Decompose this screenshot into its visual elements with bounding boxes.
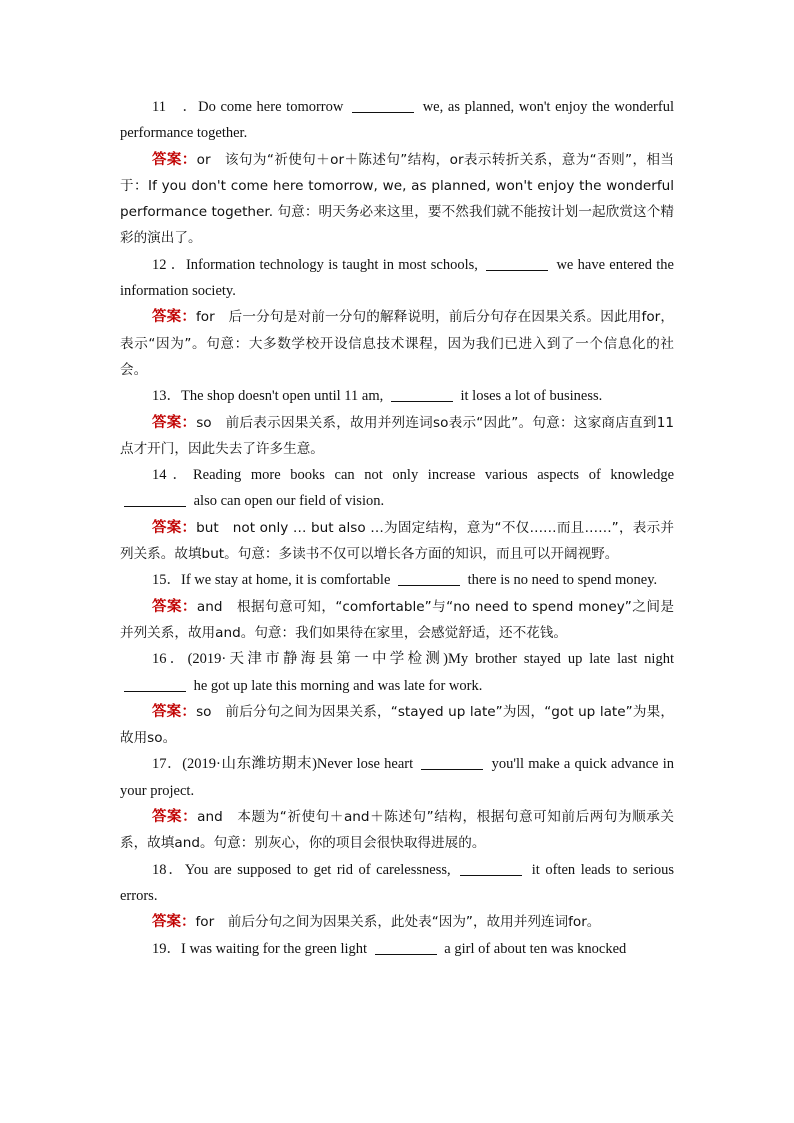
answer-17 [120, 804, 674, 857]
question-text: we, as planned, won't enjoy the wonderful performance together. [120, 99, 674, 142]
question-text: a girl of about ten was knocked [440, 940, 627, 957]
question-13 [120, 383, 674, 409]
answer-blank[interactable] [460, 861, 522, 876]
answer-explanation: and 本题为“祈使句＋and＋陈述句”结构，根据句意可知前后两句为顺承关系，故填and。句意：别灰心，你的项目会很快取得进展的。 [120, 809, 675, 852]
exercise-item-16 [120, 646, 674, 751]
question-12 [120, 252, 674, 305]
exercise-item-19 [120, 936, 674, 962]
answer-label: 答案： [152, 914, 196, 931]
exercise-item-14 [120, 462, 674, 567]
answer-label: 答案： [152, 519, 197, 536]
exercise-item-11 [120, 94, 674, 252]
question-text: there is no need to spend money. [464, 572, 658, 589]
question-text: you'll make a quick advance in your project. [120, 756, 674, 799]
question-text: 15．If we stay at home, it is comfortable [152, 572, 395, 589]
answer-18 [120, 909, 674, 935]
question-text: it loses a lot of business. [456, 388, 603, 405]
document-page [120, 94, 674, 962]
answer-label: 答案： [152, 703, 197, 720]
answer-label: 答案： [152, 598, 197, 615]
answer-blank[interactable] [124, 677, 186, 692]
question-17 [120, 751, 674, 804]
question-19 [120, 936, 674, 962]
question-15 [120, 567, 674, 593]
answer-blank[interactable] [486, 256, 548, 271]
question-11 [120, 94, 674, 147]
question-text: 19．I was waiting for the green light [152, 940, 371, 957]
answer-label: 答案： [152, 151, 197, 168]
answer-16 [120, 699, 674, 752]
answer-label: 答案： [152, 414, 197, 431]
answer-11 [120, 147, 674, 252]
question-text: he got up late this morning and was late for work. [190, 677, 483, 694]
answer-blank[interactable] [124, 492, 186, 507]
answer-12 [120, 304, 674, 383]
answer-explanation: for 后一分句是对前一分句的解释说明，前后分句存在因果关系。因此用for，表示“因为”。句意：大多数学校开设信息技术课程，因为我们已进入到了一个信息化的社会。 [120, 309, 674, 378]
question-text: 13．The shop doesn't open until 11 am, [152, 388, 387, 405]
answer-explanation: for 前后分句之间为因果关系，此处表“因为”，故用并列连词for。 [195, 914, 601, 931]
answer-blank[interactable] [375, 940, 437, 955]
question-text: we have entered the information society. [120, 256, 674, 300]
question-text: 17．(2019·山东潍坊期末)Never lose heart [152, 756, 418, 773]
answer-13 [120, 410, 674, 463]
question-text: also can open our field of vision. [190, 493, 385, 510]
question-text: it often leads to serious errors. [120, 861, 674, 904]
answer-explanation: or 该句为“祈使句＋or＋陈述句”结构，or表示转折关系，意为“否则”，相当于：If you don't come here tomorrow, we, as planned, won't enjoy the wonderful performance together. 句意：明天务必来这里，要不然我们就不能按计划一起欣赏这个精彩的演出了。 [120, 151, 674, 247]
answer-blank[interactable] [398, 571, 460, 586]
question-text: 11 ．Do come here tomorrow [152, 99, 349, 115]
exercise-item-13 [120, 383, 674, 462]
answer-label: 答案： [152, 309, 197, 326]
answer-14 [120, 515, 674, 568]
exercise-item-17 [120, 751, 674, 856]
question-14 [120, 462, 674, 515]
answer-explanation: so 前后分句之间为因果关系，“stayed up late”为因，“got up late”为果，故用so。 [120, 703, 674, 747]
answer-label: 答案： [152, 809, 198, 826]
question-text: 18．You are supposed to get rid of carelessness, [152, 861, 457, 878]
question-16 [120, 646, 674, 699]
answer-blank[interactable] [391, 387, 453, 402]
answer-blank[interactable] [421, 755, 483, 770]
question-text: 14．Reading more books can not only increase various aspects of knowledge [152, 467, 674, 484]
question-text: 16．(2019·天津市静海县第一中学检测)My brother stayed up late last night [152, 651, 674, 668]
exercise-item-12 [120, 252, 674, 383]
answer-explanation: but not only … but also …为固定结构，意为“不仅……而且……”，表示并列关系。故填but。句意：多读书不仅可以增长各方面的知识，而且可以开阔视野。 [120, 519, 674, 563]
question-text: 12 ．Information technology is taught in most schools, [152, 256, 483, 273]
question-18 [120, 857, 674, 910]
exercise-item-18 [120, 857, 674, 936]
answer-explanation: and 根据句意可知，“comfortable”与“no need to spend money”之间是并列关系，故用and。句意：我们如果待在家里，会感觉舒适，还不花钱。 [120, 598, 674, 641]
answer-explanation: so 前后表示因果关系，故用并列连词so表示“因此”。句意：这家商店直到11点才开门，因此失去了许多生意。 [120, 414, 675, 457]
exercise-item-15 [120, 567, 674, 646]
answer-blank[interactable] [352, 98, 414, 113]
answer-15 [120, 594, 674, 647]
